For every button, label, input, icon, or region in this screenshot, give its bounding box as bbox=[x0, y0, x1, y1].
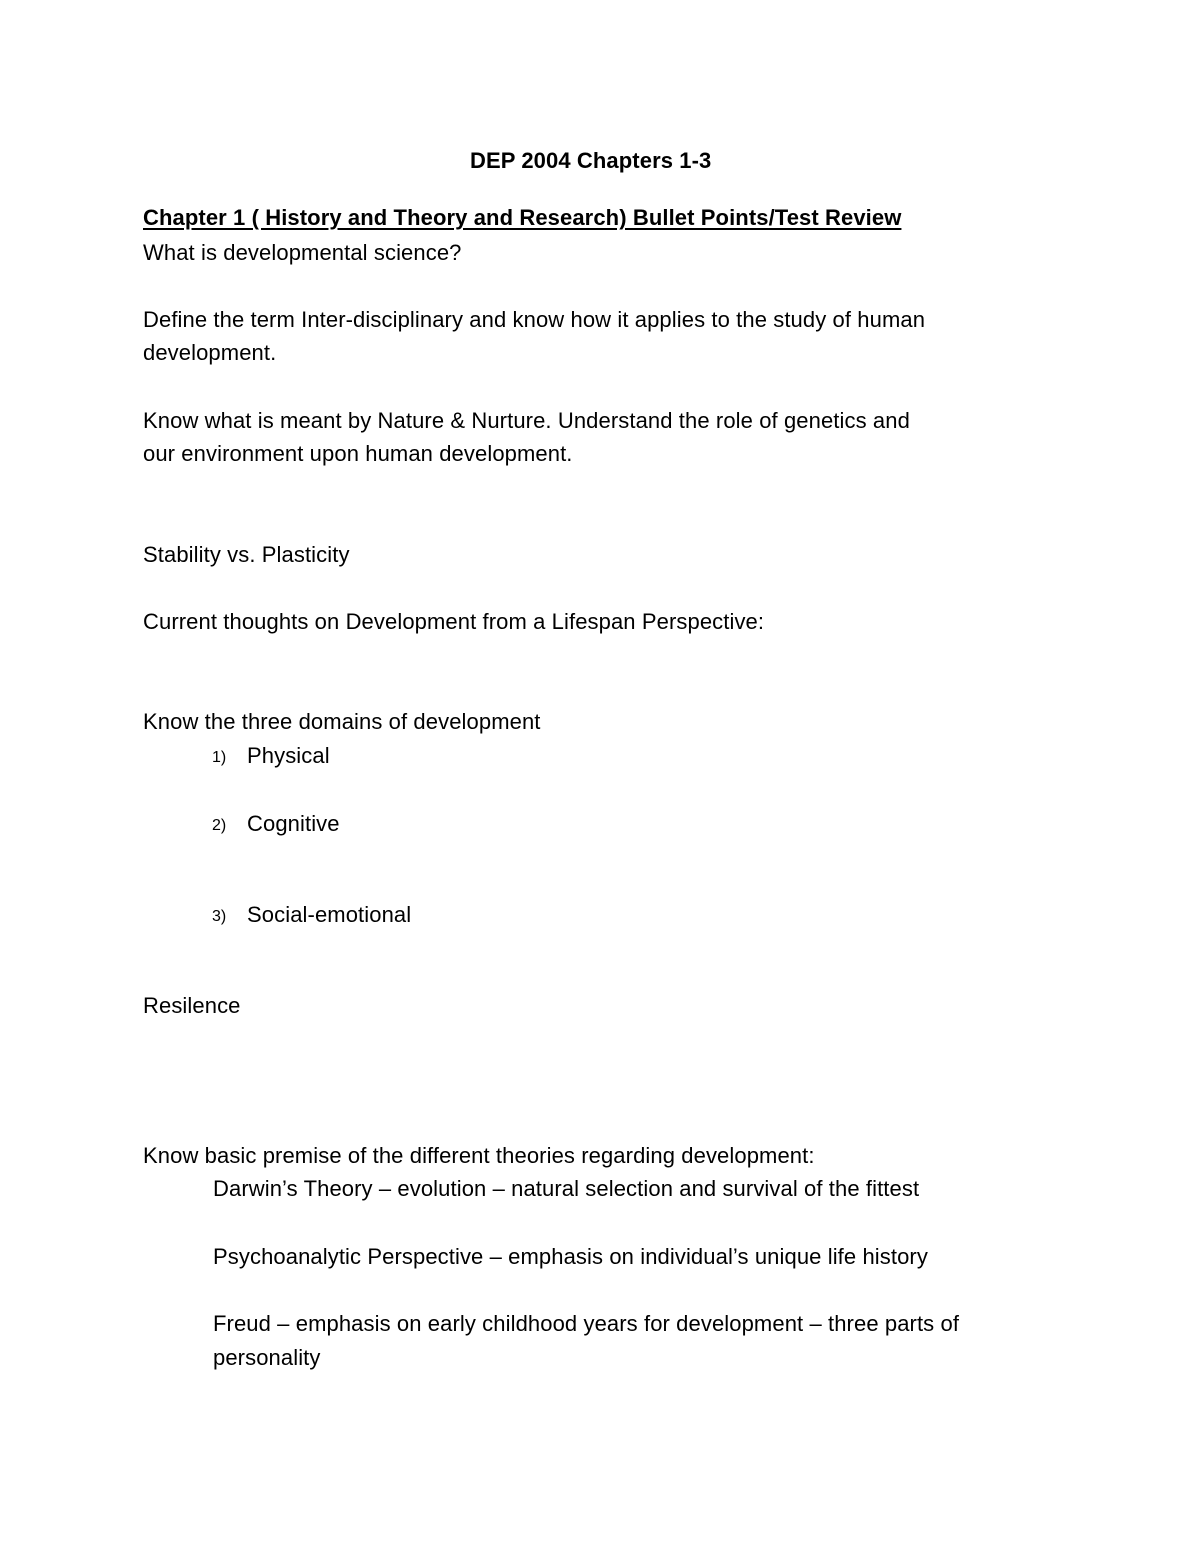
nature-nurture-line-1: Know what is meant by Nature & Nurture. Understand the role of genetics and bbox=[143, 408, 910, 433]
chapter-heading: Chapter 1 ( History and Theory and Research) Bullet Points/Test Review bbox=[143, 205, 902, 230]
theory-darwin: Darwin’s Theory – evolution – natural selection and survival of the fittest bbox=[213, 1176, 920, 1201]
theory-freud-line-1: Freud – emphasis on early childhood years for development – three parts of bbox=[213, 1311, 960, 1336]
nature-nurture-line-2: our environment upon human development. bbox=[143, 441, 573, 466]
list-number: 3) bbox=[212, 908, 227, 925]
current-thoughts: Current thoughts on Development from a Lifespan Perspective: bbox=[143, 609, 765, 634]
theory-psychoanalytic: Psychoanalytic Perspective – emphasis on individual’s unique life history bbox=[213, 1244, 928, 1269]
domain-social-emotional: Social-emotional bbox=[247, 902, 412, 927]
question-developmental-science: What is developmental science? bbox=[143, 240, 462, 265]
domain-physical: Physical bbox=[247, 743, 330, 768]
theories-intro: Know basic premise of the different theories regarding development: bbox=[143, 1143, 815, 1168]
define-interdisciplinary-line-1: Define the term Inter-disciplinary and know how it applies to the study of human bbox=[143, 307, 926, 332]
domain-cognitive: Cognitive bbox=[247, 811, 340, 836]
resilence: Resilence bbox=[143, 993, 241, 1018]
define-interdisciplinary-line-2: development. bbox=[143, 340, 277, 365]
domains-intro: Know the three domains of development bbox=[143, 709, 541, 734]
list-number: 1) bbox=[212, 749, 227, 766]
document-title: DEP 2004 Chapters 1-3 bbox=[470, 148, 712, 173]
list-number: 2) bbox=[212, 817, 227, 834]
stability-plasticity: Stability vs. Plasticity bbox=[143, 542, 350, 567]
theory-freud-line-2: personality bbox=[213, 1345, 321, 1370]
